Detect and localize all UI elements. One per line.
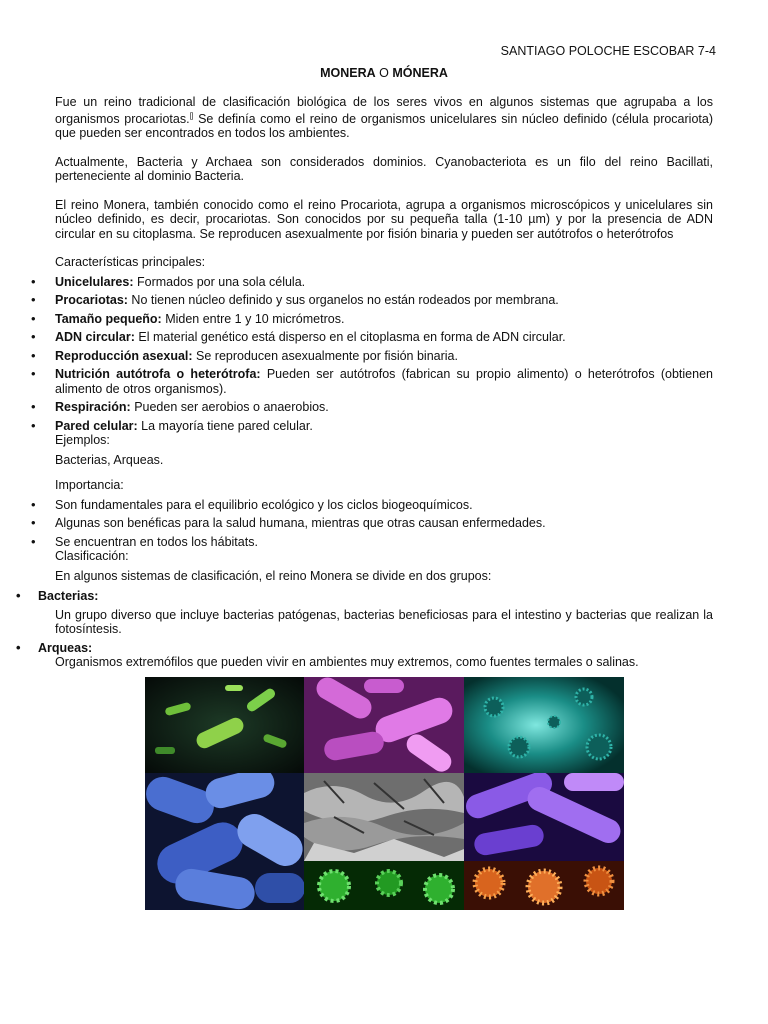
item-term: Respiración: bbox=[55, 400, 131, 415]
item-term: Tamaño pequeño: bbox=[55, 311, 162, 326]
characteristics-list bbox=[55, 275, 713, 434]
item-text: Se reproducen asexualmente por fisión binaria. bbox=[192, 348, 458, 363]
list-item: • Algunas son benéficas para la salud humana, mientras que otras causan enfermedades. bbox=[55, 516, 713, 531]
list-item bbox=[55, 400, 713, 415]
group-arqueas bbox=[38, 640, 713, 670]
citation-marker[interactable]: [] bbox=[189, 112, 194, 120]
list-item: • Son fundamentales para el equilibrio ecológico y los ciclos biogeoquímicos. bbox=[55, 498, 713, 513]
title-part-o: O bbox=[375, 66, 393, 80]
item-text: Formados por una sola célula. bbox=[133, 274, 306, 289]
list-item bbox=[55, 419, 713, 434]
violet-bacilli-image bbox=[464, 773, 624, 861]
group-name: • Arqueas: bbox=[38, 641, 713, 656]
intro-p1-text: Fue un reino tradicional de clasificación biológica de los seres vivos en algunos sistemas que agrupaba a los organismos procariotas. bbox=[55, 95, 713, 126]
classification-label: Clasificación: bbox=[55, 549, 129, 564]
intro-paragraph-3: El reino Monera, también conocido como el reino Procariota, agrupa a organismos microscópicos y unicelulares sin núcleo definido, es decir, procariotas. Son conocidos por su pequeña talla (1-10 µm) y por la presencia de ADN circular en su citoplasma. Se reproducen asexualmente por fisión binaria y pueden ser autótrofos o heterótrofos bbox=[55, 197, 713, 241]
document-title bbox=[0, 66, 768, 80]
item-term: Unicelulares: bbox=[55, 274, 134, 289]
list-item bbox=[55, 367, 713, 396]
item-text: No tienen núcleo definido y sus organelos no están rodeados por membrana. bbox=[127, 293, 559, 308]
item-term: Pared celular: bbox=[55, 418, 138, 433]
title-part-monera-accent: MÓNERA bbox=[392, 66, 448, 80]
intro-p1-rest: Se definía como el reino de organismos unicelulares sin núcleo definido (célula procariota) que pueden ser encontrados en todos los ambientes. bbox=[55, 111, 713, 141]
document-body bbox=[38, 95, 713, 674]
title-part-monera: MONERA bbox=[320, 66, 376, 80]
intro-paragraph-2: Actualmente, Bacteria y Archaea son considerados dominios. Cyanobacteriota es un filo del reino Bacillati, perteneciente al dominio Bacteria. bbox=[55, 154, 713, 184]
item-term: Nutrición autótrofa o heterótrofa: bbox=[55, 367, 261, 382]
item-text: La mayoría tiene pared celular. bbox=[137, 418, 313, 433]
item-term: Procariotas: bbox=[55, 293, 128, 308]
list-item: • Se encuentran en todos los hábitats. bbox=[55, 535, 713, 550]
item-term: ADN circular: bbox=[55, 330, 135, 345]
blue-bacilli-image bbox=[145, 773, 304, 910]
list-item bbox=[55, 312, 713, 327]
group-description: Un grupo diverso que incluye bacterias patógenas, bacterias beneficiosas para el intestino y bacterias que realizan la fotosíntesis. bbox=[55, 607, 713, 637]
gray-microscopy-image bbox=[304, 773, 464, 861]
author-name: SANTIAGO POLOCHE ESCOBAR 7-4 bbox=[500, 44, 716, 58]
intro-paragraph-1 bbox=[55, 95, 713, 141]
examples-text: Bacterias, Arqueas. bbox=[55, 452, 164, 467]
bacteria-photo-collage bbox=[145, 677, 624, 910]
item-text: El material genético está disperso en el citoplasma en forma de ADN circular. bbox=[134, 330, 566, 345]
item-text: Pueden ser autótrofos (fabrican su propio alimento) o heterótrofos (obtienen alimento de otros organismos). bbox=[55, 367, 713, 396]
group-description: Organismos extremófilos que pueden vivir en ambientes muy extremos, como fuentes termales o salinas. bbox=[55, 655, 639, 670]
classification-intro: En algunos sistemas de clasificación, el reino Monera se divide en dos grupos: bbox=[55, 568, 492, 583]
list-item bbox=[55, 293, 713, 308]
group-bacterias bbox=[38, 589, 713, 637]
orange-viruses-image bbox=[464, 861, 624, 910]
list-item bbox=[55, 349, 713, 364]
list-item bbox=[55, 330, 713, 345]
item-term: Reproducción asexual: bbox=[55, 348, 193, 363]
group-name: • Bacterias: bbox=[38, 589, 713, 604]
item-text: Pueden ser aerobios o anaerobios. bbox=[130, 400, 329, 415]
green-viruses-image bbox=[304, 861, 464, 910]
item-text: Miden entre 1 y 10 micrómetros. bbox=[161, 311, 345, 326]
importance-list bbox=[55, 498, 713, 550]
list-item bbox=[55, 275, 713, 290]
characteristics-label: Características principales: bbox=[55, 255, 206, 270]
examples-label: Ejemplos: bbox=[55, 433, 110, 448]
green-bacilli-image bbox=[145, 677, 304, 773]
magenta-bacilli-image bbox=[304, 677, 464, 773]
importance-label: Importancia: bbox=[55, 478, 124, 493]
teal-viruses-image bbox=[464, 677, 624, 773]
